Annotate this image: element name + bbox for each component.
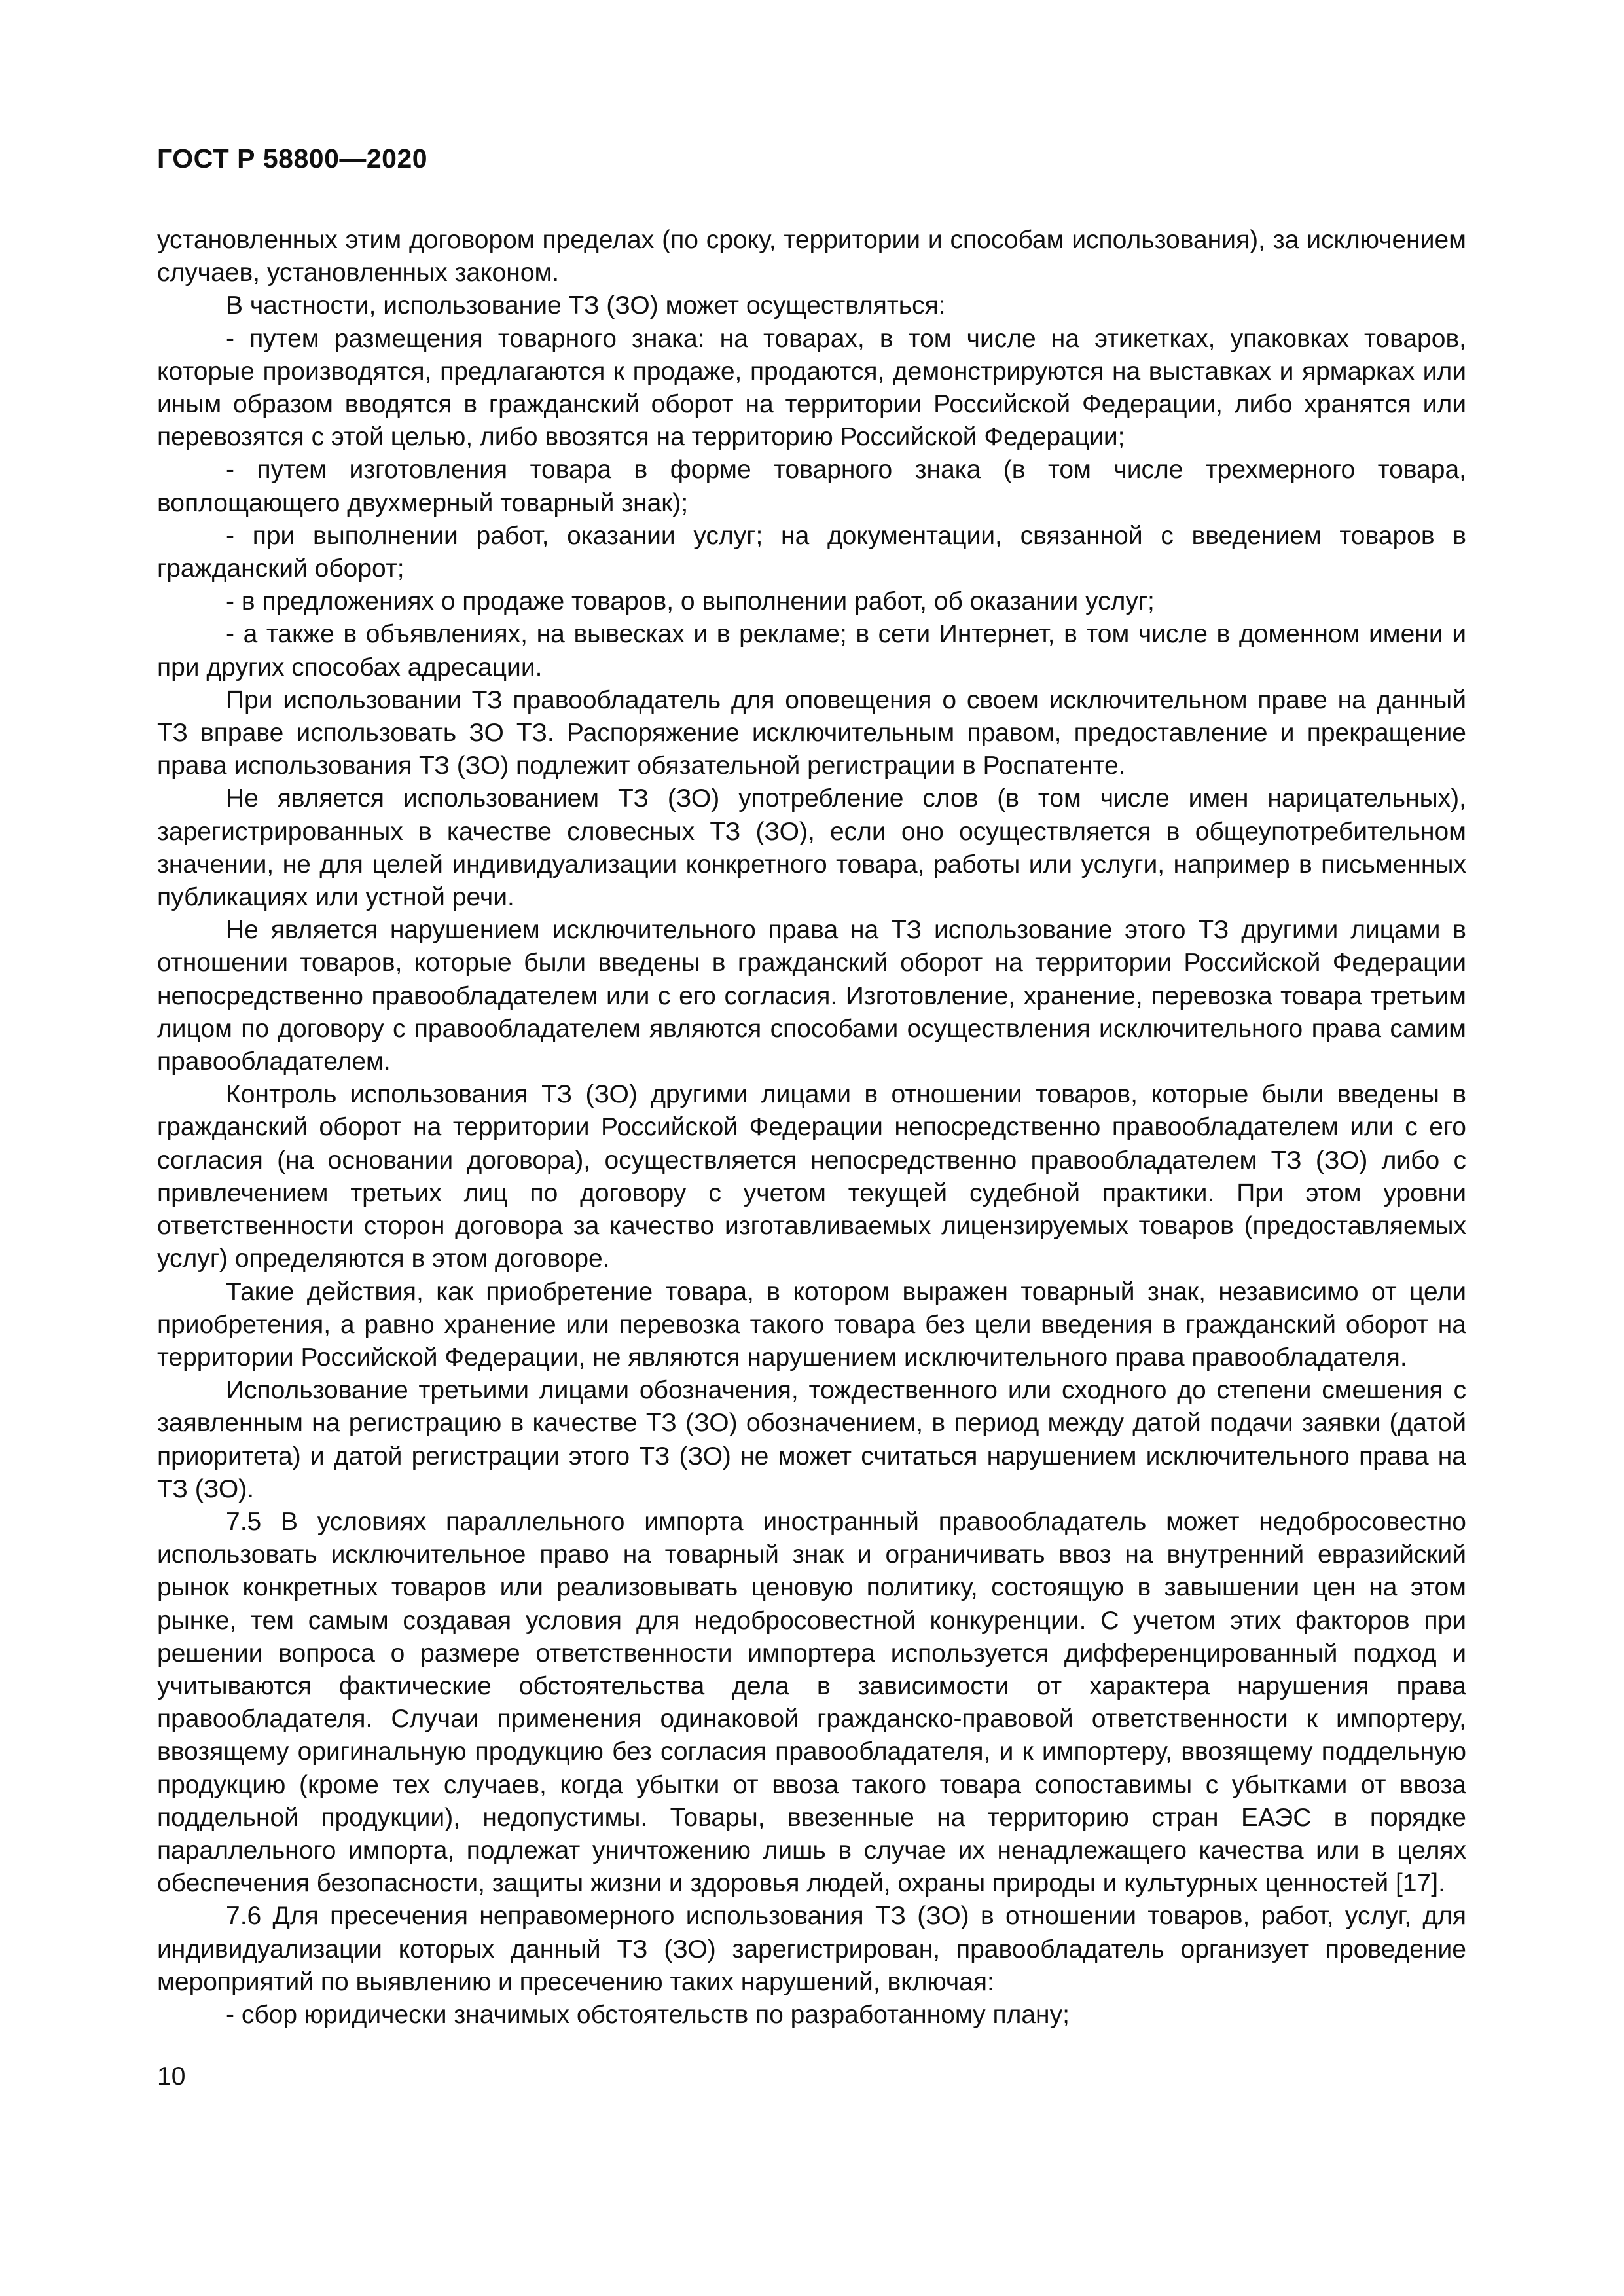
list-item: - путем размещения товарного знака: на товарах, в том числе на этикетках, упаковках товаров, которые производятся, предлагаются к продаже, продаются, демонстрируются на выставках и ярмарках или иным образом вводятся в гражданский оборот на территории Российской Федерации, либо хранятся или перевозятся с этой целью, либо ввозятся на территорию Российской Федерации; <box>157 324 1466 452</box>
paragraph: В частности, использование ТЗ (ЗО) может осуществляться: <box>226 291 946 320</box>
list-item: - при выполнении работ, оказании услуг; на документации, связанной с введением товаров в гражданский оборот; <box>157 521 1466 583</box>
document-body <box>157 224 1466 2032</box>
list-item: - сбор юридически значимых обстоятельств по разработанному плану; <box>226 2000 1070 2029</box>
paragraph: Не является использованием ТЗ (ЗО) употребление слов (в том числе имен нарицательных), зарегистрированных в качестве словесных ТЗ (ЗО), если оно осуществляется в общеупотребительном значении, не для целей индивидуализации конкретного товара, работы или услуги, например в письменных публикациях или устной речи. <box>157 784 1466 912</box>
paragraph: Контроль использования ТЗ (ЗО) другими лицами в отношении товаров, которые были введены в гражданский оборот на территории Российской Федерации непосредственно правообладателем или с его согласия (на основании договора), осуществляется непосредственно правообладателем ТЗ (ЗО) либо с привлечением третьих лиц по договору с учетом текущей судебной практики. При этом уровни ответственности сторон договора за качество изготавливаемых лицензируемых товаров (предоставляемых услуг) определяются в этом договоре. <box>157 1080 1466 1273</box>
section-7-6: 7.6 Для пресечения неправомерного использования ТЗ (ЗО) в отношении товаров, работ, услуг, для индивидуализации которых данный ТЗ (ЗО) зарегистрирован, правообладатель организует проведение мероприятий по выявлению и пресечению таких нарушений, включая: <box>157 1902 1466 1996</box>
paragraph: Использование третьими лицами обозначения, тождественного или сходного до степени смешения с заявленным на регистрацию в качестве ТЗ (ЗО) обозначением, в период между датой подачи заявки (датой приоритета) и датой регистрации этого ТЗ (ЗО) не может считаться нарушением исключительного права на ТЗ (ЗО). <box>157 1376 1466 1503</box>
list-item: - в предложениях о продаже товаров, о выполнении работ, об оказании услуг; <box>226 587 1155 616</box>
paragraph: установленных этим договором пределах (по сроку, территории и способам использования), за исключением случаев, установленных законом. <box>157 226 1466 287</box>
paragraph: Не является нарушением исключительного права на ТЗ использование этого ТЗ другими лицами в отношении товаров, которые были введены в гражданский оборот на территории Российской Федерации непосредственно правообладателем или с его согласия. Изготовление, хранение, перевозка товара третьим лицом по договору с правообладателем являются способами осуществления исключительного права самим правообладателем. <box>157 916 1466 1076</box>
paragraph: При использовании ТЗ правообладатель для оповещения о своем исключительном праве на данный ТЗ вправе использовать ЗО ТЗ. Распоряжение исключительным правом, предоставление и прекращение права использования ТЗ (ЗО) подлежит обязательной регистрации в Роспатенте. <box>157 685 1466 780</box>
document-header-title: ГОСТ Р 58800—2020 <box>157 143 428 173</box>
section-7-5: 7.5 В условиях параллельного импорта иностранный правообладатель может недобросовестно использовать исключительное право на товарный знак и ограничивать ввоз на внутренний евразийский рынок конкретных товаров или реализовывать ценовую политику, состоящую в завышении цен на этом рынке, тем самым создавая условия для недобросовестной конкуренции. С учетом этих факторов при решении вопроса о размере ответственности импортера используется дифференцированный подход и учитываются фактические обстоятельства дела в зависимости от характера нарушения права правообладателя. Случаи применения одинаковой гражданско-правовой ответственности к импортеру, ввозящему оригинальную продукцию без согласия правообладателя, и к импортеру, ввозящему поддельную продукцию (кроме тех случаев, когда убытки от ввоза такого товара сопоставимы с убытками от ввоза поддельной продукции), недопустимы. Товары, ввезенные на территорию стран ЕАЭС в порядке параллельного импорта, подлежат уничтожению лишь в случае их ненадлежащего качества или в целях обеспечения безопасности, защиты жизни и здоровья людей, охраны природы и культурных ценностей [17]. <box>157 1507 1466 1898</box>
page-number: 10 <box>157 2062 186 2090</box>
list-item: - путем изготовления товара в форме товарного знака (в том числе трехмерного товара, воплощающего двухмерный товарный знак); <box>157 456 1466 517</box>
paragraph: Такие действия, как приобретение товара, в котором выражен товарный знак, независимо от цели приобретения, а равно хранение или перевозка такого товара без цели введения в гражданский оборот на территории Российской Федерации, не являются нарушением исключительного права правообладателя. <box>157 1277 1466 1372</box>
list-item: - а также в объявлениях, на вывесках и в рекламе; в сети Интернет, в том числе в доменном имени и при других способах адресации. <box>157 620 1466 682</box>
